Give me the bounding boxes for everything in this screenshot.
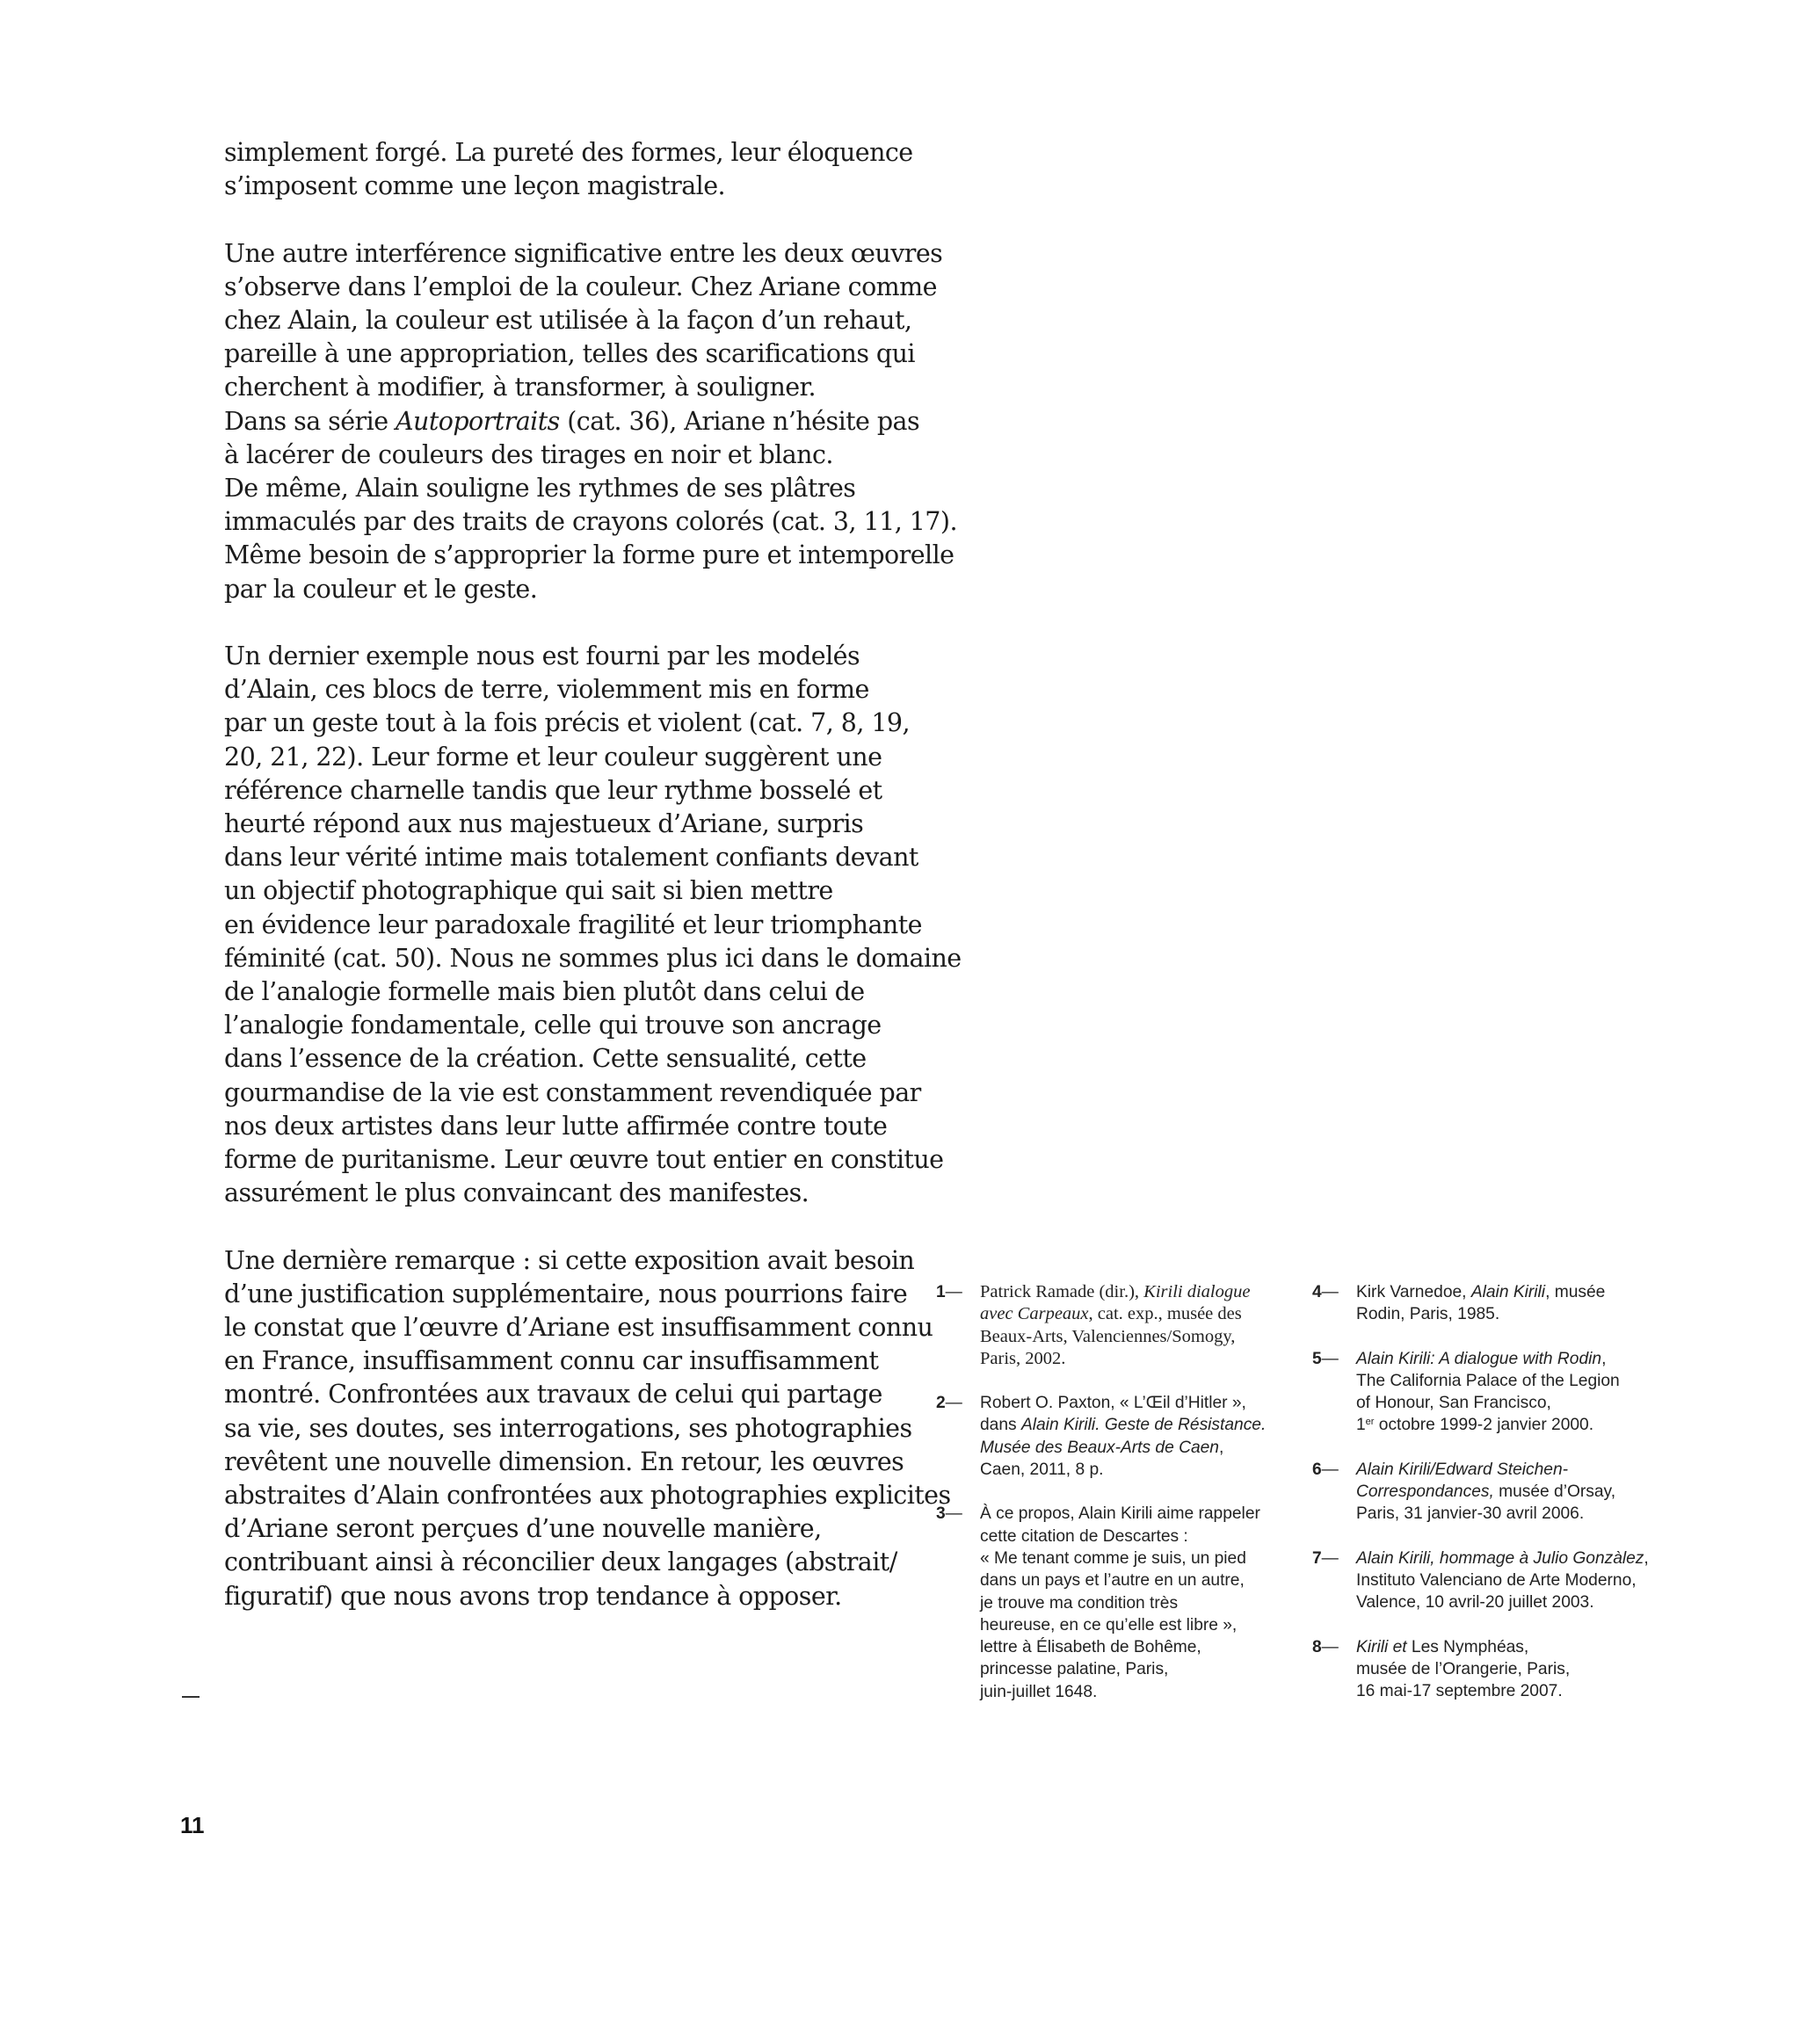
text-segment: , [1218,1438,1224,1457]
text-line: chez Alain, la couleur est utilisée à la façon d’un rehaut, [224,306,912,335]
text-line: féminité (cat. 50). Nous ne sommes plus ici dans le domaine [224,943,962,973]
footnote-line [980,1437,1288,1459]
footnote-line [980,1414,1288,1436]
text-line: par un geste tout à la fois précis et violent (cat. 7, 8, 19, [224,708,911,738]
text-line: le constat que l’œuvre d’Ariane est insuffisamment connu [224,1313,933,1343]
footnote-line: The California Palace of the Legion [1356,1371,1620,1390]
text-segment: Patrick Ramade (dir.), [980,1282,1144,1301]
footnote-line: 16 mai-17 septembre 2007. [1356,1682,1563,1701]
footnote-number [1312,1348,1339,1370]
text-line: Une autre interférence significative entre les deux œuvres [224,238,943,268]
footnote-number [1312,1281,1339,1303]
footnote-line: Rodin, Paris, 1985. [1356,1305,1500,1324]
footnote [1312,1547,1681,1614]
text-segment: , [1601,1349,1607,1368]
footnote-dash: — [945,1283,962,1301]
footnote-line: lettre à Élisabeth de Bohême, [980,1638,1201,1657]
footnote-line: Paris, 31 janvier-30 avril 2006. [1356,1504,1585,1524]
text-line: à lacérer de couleurs des tirages en noir et blanc. [224,439,833,469]
footnote [1312,1636,1681,1703]
footnotes-column-right [1312,1281,1681,1724]
footnote-line: Valence, 10 avril-20 juillet 2003. [1356,1593,1594,1613]
footnote-line [1356,1636,1681,1658]
italic-title: Kirili et [1356,1637,1407,1656]
italic-title: Alain Kirili: A dialogue with Rodin [1356,1349,1602,1368]
footnote-number [936,1503,962,1525]
text-line: d’Ariane seront perçues d’une nouvelle manière, [224,1514,822,1544]
text-line: immaculés par des traits de crayons colorés (cat. 3, 11, 17). [224,507,957,537]
footnote-line: Caen, 2011, 8 p. [980,1461,1104,1480]
footnote [1312,1281,1681,1326]
footnote-dash: — [1321,1349,1339,1368]
text-segment: dans [980,1416,1021,1435]
footnote-line: Robert O. Paxton, « L’Œil d’Hitler », [980,1394,1246,1413]
text-line: de l’analogie formelle mais bien plutôt dans celui de [224,977,865,1007]
footnote-index: 5 [1312,1349,1322,1368]
paragraph [224,1244,951,1613]
text-line: forme de puritanisme. Leur œuvre tout entier en constitue [224,1145,944,1175]
superscript: er [1365,1417,1375,1428]
text-line: s’imposent comme une leçon magistrale. [224,171,726,201]
footnote-line: dans un pays et l’autre en un autre, [980,1571,1245,1591]
footnote [936,1281,1288,1370]
text-segment: Les Nymphéas, [1406,1637,1529,1656]
footnote-line: of Honour, San Francisco, [1356,1394,1551,1413]
text-line: Un dernier exemple nous est fourni par les modelés [224,641,860,671]
paragraph-gap [224,606,910,640]
italic-title: Alain Kirili [1470,1283,1546,1301]
footnote-line: Paris, 2002. [980,1348,1066,1368]
text-line: d’Alain, ces blocs de terre, violemment mis en forme [224,675,869,705]
text-line: en évidence leur paradoxale fragilité et leur triomphante [224,910,922,939]
italic-title: Autoportraits [396,406,560,436]
text-line: 20, 21, 22). Leur forme et leur couleur suggèrent une [224,742,882,772]
footnote-index: 8 [1312,1637,1322,1656]
footnote-number [1312,1547,1339,1569]
text-segment: (cat. 36), Ariane n’hésite pas [559,406,920,436]
footnote-number [1312,1459,1339,1481]
italic-title: Musée des Beaux-Arts de Caen [980,1438,1219,1457]
text-segment: musée d’Orsay, [1493,1482,1616,1502]
italic-title: Kirili dialogue [1143,1282,1251,1301]
italic-title: Alain Kirili. Geste de Résistance. [1020,1416,1267,1435]
footnote-dash: — [1321,1283,1339,1301]
footnote-index: 4 [1312,1283,1322,1301]
footnote-line: princesse palatine, Paris, [980,1660,1169,1679]
main-text-column [224,136,962,1613]
footnote-line: À ce propos, Alain Kirili aime rappeler [980,1504,1260,1524]
text-line: Une dernière remarque : si cette exposition avait besoin [224,1245,915,1275]
footnote-number [936,1281,962,1303]
footnote-index: 6 [1312,1460,1322,1479]
footnote-line [1356,1414,1681,1436]
text-line: cherchent à modifier, à transformer, à souligner. [224,373,817,402]
text-line: abstraites d’Alain confrontées aux photographies explicites [224,1481,951,1511]
text-segment: Dans sa série [224,406,396,436]
italic-title: Alain Kirili, hommage à Julio Gonzàlez [1356,1548,1644,1568]
footnotes-column-left [936,1281,1288,1725]
footnote-index: 2 [936,1394,946,1413]
text-line [224,405,920,439]
text-segment: , cat. exp., musée des [1088,1304,1242,1324]
text-line: heurté répond aux nus majestueux d’Ariane, surpris [224,809,864,839]
footnote-line: Beaux-Arts, Valenciennes/Somogy, [980,1326,1236,1346]
italic-title: Correspondances, [1356,1482,1494,1502]
text-line: contribuant ainsi à réconcilier deux langages (abstrait/ [224,1547,897,1577]
footnote-index: 7 [1312,1548,1322,1568]
footnote-line: cette citation de Descartes : [980,1526,1188,1546]
text-line: d’une justification supplémentaire, nous pourrions faire [224,1279,908,1308]
footnote-line: je trouve ma condition très [980,1593,1179,1613]
footnote-line [1356,1547,1681,1569]
paragraph [224,640,962,1210]
footnote-line [1356,1281,1681,1303]
text-line: gourmandise de la vie est constamment revendiquée par [224,1077,921,1107]
footnote-number [1312,1636,1339,1658]
footnote-dash: — [1321,1637,1339,1656]
footnote [936,1503,1288,1703]
footnote-line: heureuse, en ce qu’elle est libre », [980,1615,1238,1634]
text-line: l’analogie fondamentale, celle qui trouve son ancrage [224,1011,882,1040]
text-line: montré. Confrontées aux travaux de celui qui partage [224,1380,882,1410]
text-line: simplement forgé. La pureté des formes, leur éloquence [224,138,913,167]
text-line: nos deux artistes dans leur lutte affirmée contre toute [224,1111,888,1141]
text-line: dans l’essence de la création. Cette sensualité, cette [224,1044,867,1074]
text-line: figuratif) que nous avons trop tendance à opposer. [224,1581,842,1611]
paragraph-gap [224,1210,910,1243]
text-line: par la couleur et le geste. [224,574,538,604]
footnote-dash: — [1321,1460,1339,1479]
footnote [936,1392,1288,1481]
footnote-index: 1 [936,1283,946,1301]
footnote-dash: — [945,1504,962,1524]
footnote-line [1356,1459,1681,1481]
footnote-line: musée de l’Orangerie, Paris, [1356,1659,1571,1678]
footnote-line [1356,1348,1681,1370]
text-line: pareille à une appropriation, telles des scarifications qui [224,339,915,369]
footnote-line [980,1303,1288,1325]
footnote-line: « Me tenant comme je suis, un pied [980,1548,1246,1568]
paragraph [224,136,913,203]
text-segment: 1 [1356,1416,1366,1435]
text-line: sa vie, ses doutes, ses interrogations, ses photographies [224,1413,912,1443]
italic-title: Alain Kirili/Edward Steichen- [1356,1460,1569,1479]
text-segment: octobre 1999-2 janvier 2000. [1374,1416,1594,1435]
text-line: s’observe dans l’emploi de la couleur. Chez Ariane comme [224,272,937,301]
paragraph-gap [224,203,910,236]
text-segment: , [1644,1548,1649,1568]
footnote-line: Instituto Valenciano de Arte Moderno, [1356,1570,1637,1590]
paragraph [224,237,957,606]
footnote-line: juin-juillet 1648. [980,1682,1098,1701]
text-line: Même besoin de s’approprier la forme pure et intemporelle [224,540,955,570]
text-line: un objectif photographique qui sait si bien mettre [224,876,833,906]
footnote [1312,1348,1681,1437]
text-line: dans leur vérité intime mais totalement confiants devant [224,843,918,873]
text-line: référence charnelle tandis que leur rythme bosselé et [224,775,882,805]
text-segment: Kirk Varnedoe, [1356,1283,1471,1301]
text-line: assurément le plus convaincant des manifestes. [224,1178,809,1208]
footnote-line [1356,1481,1681,1503]
text-line: De même, Alain souligne les rythmes de ses plâtres [224,474,856,504]
footnote-number [936,1392,962,1414]
page-number: 11 [180,1812,205,1838]
footnote [1312,1459,1681,1526]
footnote-dash: — [1321,1548,1339,1568]
text-line: en France, insuffisamment connu car insuffisamment [224,1346,879,1376]
text-segment: , musée [1545,1283,1606,1301]
italic-title: avec Carpeaux [980,1304,1089,1324]
footnote-index: 3 [936,1504,946,1524]
footnote-line [980,1281,1288,1303]
page-rule [182,1696,200,1698]
footnote-dash: — [945,1394,962,1413]
text-line: revêtent une nouvelle dimension. En retour, les œuvres [224,1446,904,1476]
